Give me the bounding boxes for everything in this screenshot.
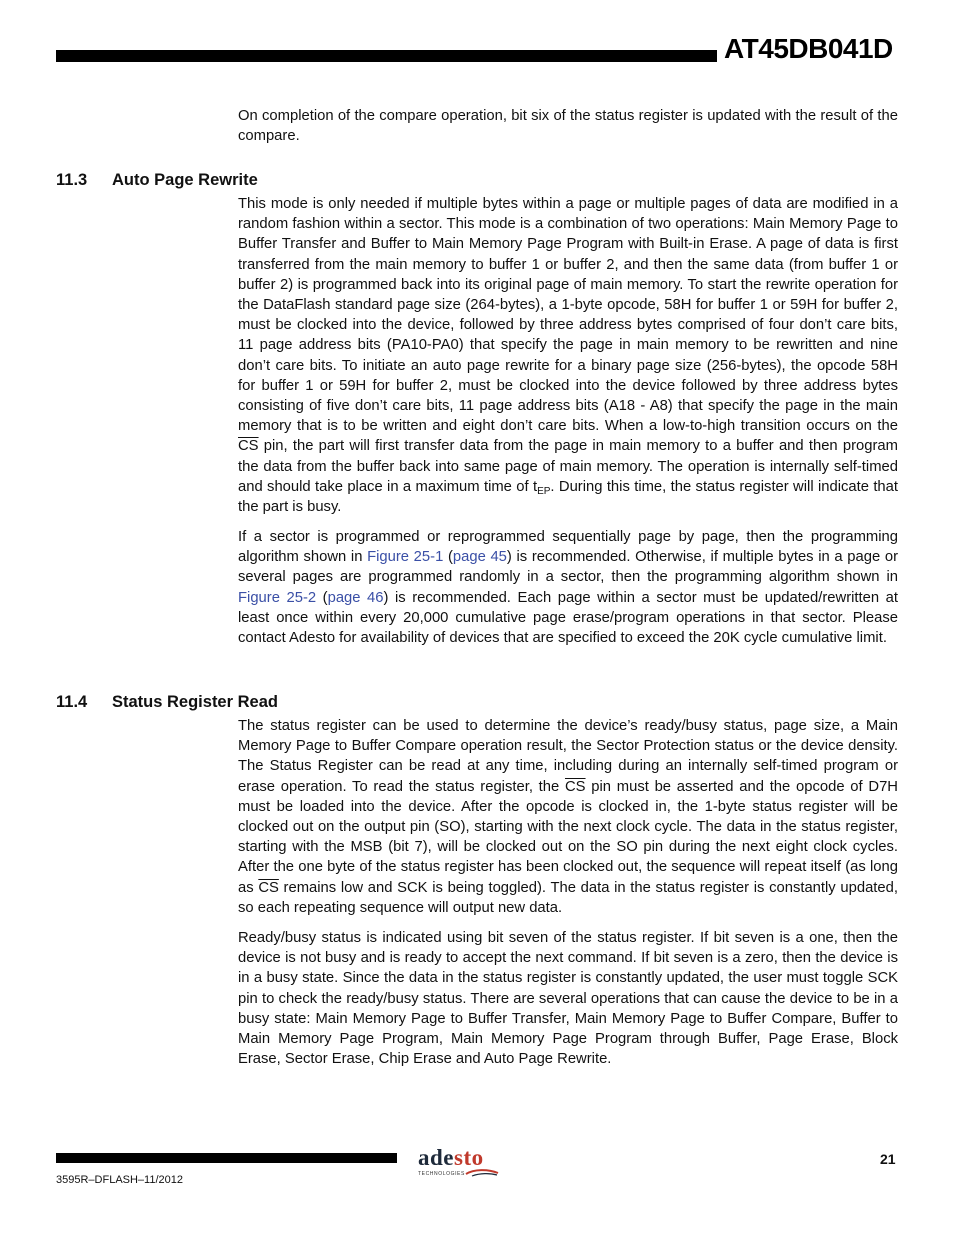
- section-title: Auto Page Rewrite: [112, 171, 258, 189]
- text-run: The status register can be used to determine the device’s ready/busy status, page size, a Main Memory Page to Buffer Compare operation result, the Sector Protection status or the device density. The Status Register can be read at any time, including during an internally self-timed program or erase operation. To read the status register, the: [238, 718, 898, 795]
- cs-signal: $\overline{CS}$: [238, 438, 259, 455]
- document-code: 3595R–DFLASH–11/2012: [56, 1174, 183, 1186]
- page-number: 21: [880, 1151, 896, 1167]
- page-46-link[interactable]: page 46: [327, 589, 384, 606]
- section-heading-11-4: [56, 693, 278, 712]
- text-run: (: [443, 549, 453, 566]
- auto-page-rewrite-paragraph-2: [238, 527, 898, 648]
- logo-wordmark: [418, 1146, 508, 1170]
- section-number: 11.3: [56, 171, 88, 189]
- adesto-logo: [418, 1146, 508, 1182]
- text-run: remains low and SCK is being toggled). The data in the status register is constantly updated, so each repeating sequence will output new data.: [238, 879, 898, 916]
- tep-subscript: EP: [537, 485, 551, 497]
- text-run: ) is recommended. Otherwise, if multiple bytes in a page or several pages are programmed randomly in a sector, then the programming algorithm shown in: [238, 549, 898, 586]
- section-number: 11.4: [56, 693, 88, 711]
- status-register-paragraph-1: [238, 716, 898, 918]
- figure-25-2-link[interactable]: Figure 25-2: [238, 589, 317, 606]
- text-run: (: [316, 589, 328, 606]
- logo-text-accent: sto: [454, 1145, 484, 1170]
- text-run: ) is recommended. Each page within a sector must be updated/rewritten at least once within every 20,000 cumulative page erase/program operations in that sector. Please contact Adesto for availability of devices that are specified to exceed the 20K cycle cumulative limit.: [238, 589, 898, 647]
- logo-swoosh-icon: [464, 1168, 500, 1178]
- status-register-paragraph-2: Ready/busy status is indicated using bit seven of the status register. If bit seven is a one, then the device is not busy and is ready to accept the next command. If bit seven is a zero, then the device is in a busy state. Since the data in the status register is constantly updated, the user must toggle SCK pin to check the ready/busy status. There are several operations that can cause the device to be in a busy state: Main Memory Page to Buffer Transfer, Main Memory Page to Buffer Compare, Buffer to Main Memory Page Program, Main Memory Page Program through Buffer, Page Erase, Block Erase, Sector Erase, Chip Erase and Auto Page Rewrite.: [238, 930, 898, 1068]
- auto-page-rewrite-paragraph-1: [238, 194, 898, 517]
- section-title: Status Register Read: [112, 693, 278, 711]
- section-heading-11-3: [56, 171, 258, 190]
- intro-paragraph: On completion of the compare operation, bit six of the status register is updated with the result of the compare.: [238, 108, 898, 145]
- text-run: If a sector is programmed or reprogrammed sequentially page by page, then the programming algorithm shown in: [238, 529, 898, 566]
- footer-rule: [56, 1153, 397, 1163]
- page-45-link[interactable]: page 45: [452, 549, 507, 566]
- logo-subtext: TECHNOLOGIES: [418, 1171, 465, 1177]
- document-title: AT45DB041D: [724, 33, 893, 64]
- text-run: . During this time, the status register will indicate that the part is busy.: [238, 478, 898, 516]
- cs-signal: $\overline{CS}$: [564, 778, 586, 795]
- figure-25-1-link[interactable]: Figure 25-1: [367, 549, 444, 566]
- header-rule: [56, 50, 717, 62]
- text-run: pin must be asserted and the opcode of D7H must be loaded into the device. After the opcode is clocked in, the 1-byte status register will be clocked out on the output pin (SO), starting with the next clock cycle. The data in the status register, starting with the MSB (bit 7), will be clocked out on the SO pin during the next eight clock cycles. After the one byte of the status register has been clocked out, the sequence will repeat itself (as long as: [238, 778, 898, 896]
- cs-signal: $\overline{CS}$: [258, 879, 279, 896]
- logo-text: ade: [418, 1145, 454, 1170]
- text-run: pin, the part will first transfer data from the page in main memory to a buffer and then program the data from the buffer back into same page of main memory. The operation is internally self-timed and should take place in a maximum time of t: [238, 438, 898, 495]
- text-run: This mode is only needed if multiple bytes within a page or multiple pages of data are modified in a random fashion within a sector. This mode is a combination of two operations: Main Memory Page to Buffer Transfer and Buffer to Main Memory Page Program with Built-in Erase. A page of data is first transferred from the main memory to buffer 1 or buffer 2, and then the same data (from buffer 1 or buffer 2) is programmed back into its original page of main memory. To start the rewrite operation for the DataFlash standard page size (264-bytes), a 1-byte opcode, 58H for buffer 1 or 59H for buffer 2, must be clocked into the device, followed by three address bytes comprised of four don’t care bits, 11 page address bits (PA10-PA0) that specify the page in main memory to be rewritten and nine don’t care bits. To initiate an auto page rewrite for a binary page size (256-bytes), the opcode 58H for buffer 1 or 59H for buffer 2, must be clocked into the device followed by three address bytes consisting of five don’t care bits, 11 page address bits (A18 - A8) that specify the page in the main memory that is to be written and eight don’t care bits. When a low-to-high transition occurs on the: [238, 196, 898, 435]
